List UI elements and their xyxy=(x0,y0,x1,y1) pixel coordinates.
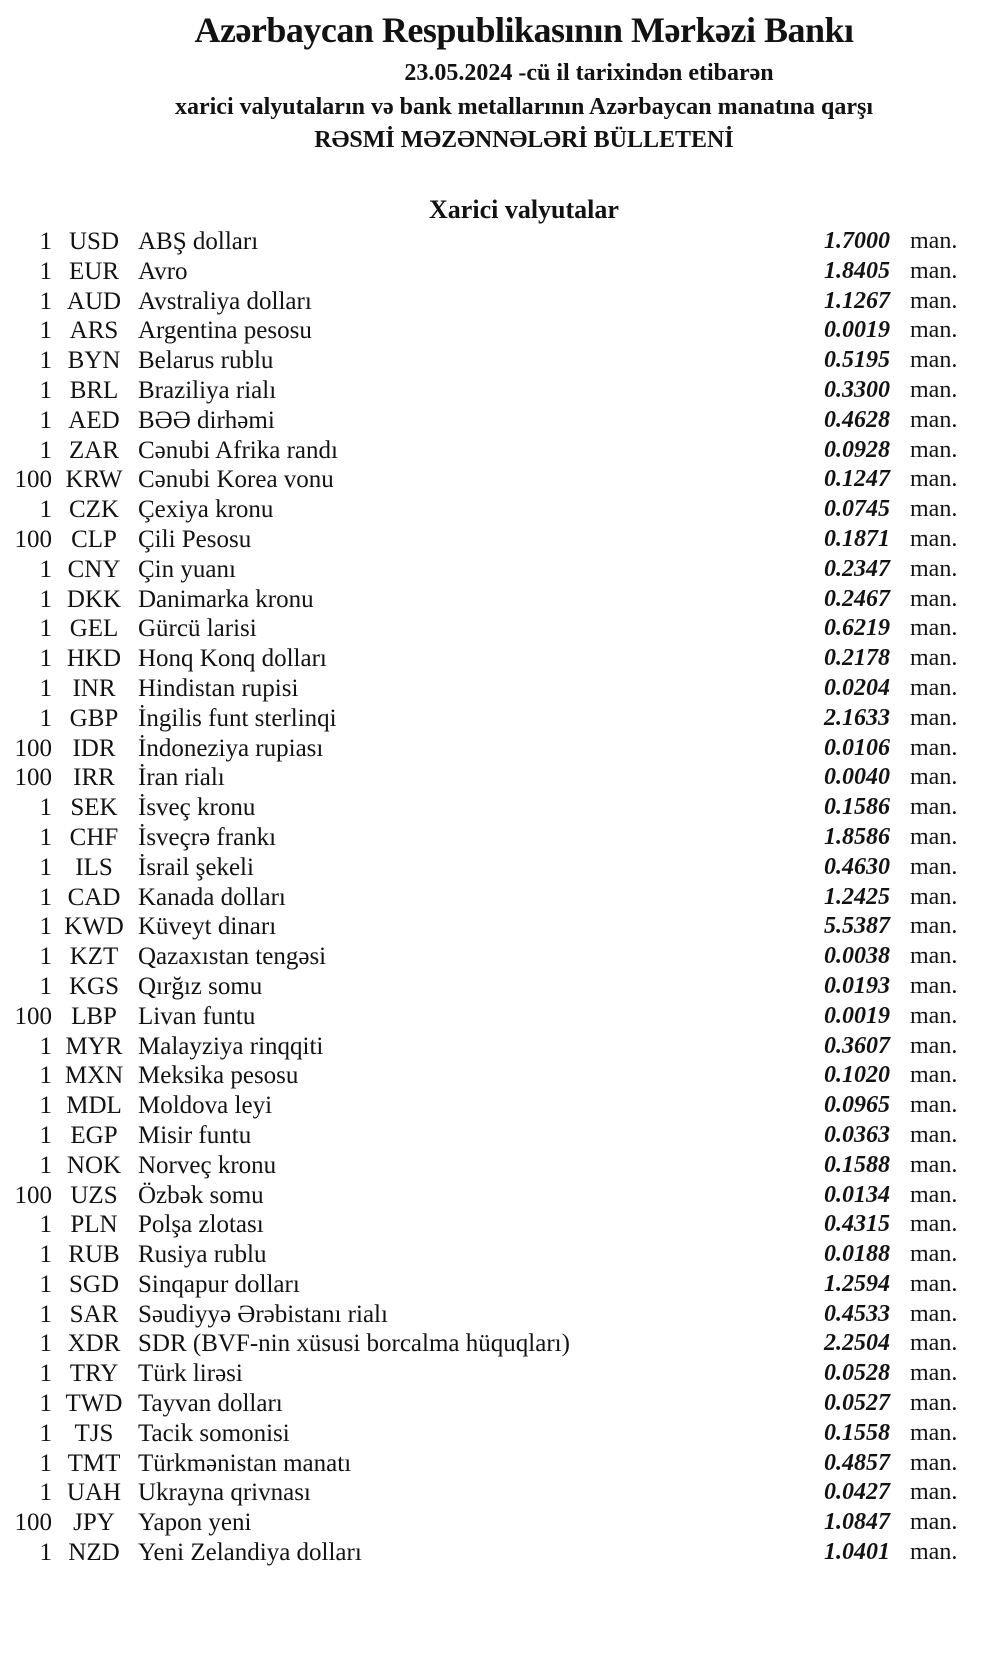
currency-row xyxy=(0,734,968,764)
currency-quantity: 1 xyxy=(39,1241,52,1269)
currency-unit-label: man. xyxy=(910,1092,958,1119)
currency-rate: 0.1588 xyxy=(824,1151,890,1178)
currency-code: JPY xyxy=(73,1509,115,1537)
currency-code: AUD xyxy=(66,287,122,315)
currency-row xyxy=(0,227,968,257)
currency-quantity: 1 xyxy=(39,645,52,673)
currency-name: Braziliya rialı xyxy=(138,376,277,404)
currency-quantity: 1 xyxy=(39,406,52,434)
currency-quantity: 1 xyxy=(39,794,52,822)
currency-code: IRR xyxy=(73,764,115,792)
currency-quantity: 1 xyxy=(39,496,52,524)
currency-code: MYR xyxy=(65,1032,123,1060)
currency-name: Çili Pesosu xyxy=(138,525,252,553)
currency-quantity: 1 xyxy=(39,1032,52,1060)
currency-unit-label: man. xyxy=(910,1419,958,1446)
currency-name: İsveç kronu xyxy=(138,794,256,822)
currency-unit-label: man. xyxy=(910,823,958,850)
currency-rate: 0.6219 xyxy=(824,615,890,642)
currency-row xyxy=(0,316,968,346)
currency-quantity: 100 xyxy=(14,734,52,762)
currency-quantity: 1 xyxy=(39,317,52,345)
currency-rate: 0.0188 xyxy=(824,1241,890,1268)
currency-unit-label: man. xyxy=(910,943,958,970)
currency-name: Kanada dolları xyxy=(138,883,286,911)
currency-rate: 0.0038 xyxy=(824,943,890,970)
currency-code: BYN xyxy=(67,347,121,375)
currency-rate: 1.0847 xyxy=(824,1509,890,1536)
currency-row xyxy=(0,257,968,287)
currency-rate: 0.3300 xyxy=(824,376,890,403)
currency-name: Tayvan dolları xyxy=(138,1390,283,1418)
currency-rate: 1.7000 xyxy=(824,228,890,254)
currency-row xyxy=(0,1538,968,1568)
currency-code: TRY xyxy=(69,1360,119,1388)
currency-unit-label: man. xyxy=(910,913,958,940)
currency-code: KGS xyxy=(68,972,119,1000)
currency-quantity: 1 xyxy=(39,376,52,404)
currency-quantity: 1 xyxy=(39,1449,52,1477)
currency-quantity: 1 xyxy=(39,1211,52,1239)
currency-row xyxy=(0,1478,968,1508)
currency-quantity: 1 xyxy=(39,853,52,881)
currency-unit-label: man. xyxy=(910,734,958,761)
currency-quantity: 100 xyxy=(14,1509,52,1537)
currency-unit-label: man. xyxy=(910,1062,958,1089)
currency-code: KWD xyxy=(64,913,124,941)
currency-row xyxy=(0,674,968,704)
currency-row xyxy=(0,346,968,376)
currency-row xyxy=(0,1300,968,1330)
currency-rate: 0.2178 xyxy=(824,645,890,672)
currency-quantity: 1 xyxy=(39,585,52,613)
currency-rate: 0.0040 xyxy=(824,764,890,791)
currency-rate: 1.0401 xyxy=(824,1539,890,1566)
currency-unit-label: man. xyxy=(910,1360,958,1387)
currency-row xyxy=(0,972,968,1002)
currency-rate: 5.5387 xyxy=(824,913,890,940)
currency-code: EUR xyxy=(69,257,119,285)
currency-row xyxy=(0,912,968,942)
currency-rate: 0.0363 xyxy=(824,1121,890,1148)
currency-quantity: 1 xyxy=(39,704,52,732)
currency-quantity: 1 xyxy=(39,228,52,255)
currency-code: IDR xyxy=(72,734,116,762)
currency-code: SEK xyxy=(70,794,118,822)
bulletin-header xyxy=(0,0,1000,154)
currency-name: İsveçrə frankı xyxy=(138,823,277,851)
currency-unit-label: man. xyxy=(910,1002,958,1029)
currency-quantity: 100 xyxy=(14,1181,52,1209)
currency-quantity: 100 xyxy=(14,1002,52,1030)
currency-rate: 1.2425 xyxy=(824,883,890,910)
currency-name: Moldova leyi xyxy=(138,1092,273,1120)
currency-row xyxy=(0,883,968,913)
currency-code: BRL xyxy=(69,376,119,404)
currency-unit-label: man. xyxy=(910,1539,958,1566)
currency-row xyxy=(0,1240,968,1270)
bank-title: Azərbaycan Respublikasının Mərkəzi Bankı xyxy=(194,10,854,50)
currency-name: Meksika pesosu xyxy=(138,1062,299,1090)
currency-name: BƏƏ dirhəmi xyxy=(138,406,275,434)
currency-unit-label: man. xyxy=(910,466,958,493)
currency-unit-label: man. xyxy=(910,764,958,791)
currency-rate: 1.2594 xyxy=(824,1270,890,1297)
currency-row xyxy=(0,1032,968,1062)
currency-row xyxy=(0,1151,968,1181)
currency-rate: 0.0928 xyxy=(824,436,890,463)
currency-unit-label: man. xyxy=(910,1181,958,1208)
currency-quantity: 100 xyxy=(14,764,52,792)
currency-code: KZT xyxy=(69,943,119,971)
currency-row xyxy=(0,853,968,883)
currency-unit-label: man. xyxy=(910,1449,958,1476)
currency-code: MDL xyxy=(66,1092,122,1120)
currency-rate: 0.0134 xyxy=(824,1181,890,1208)
currency-name: Çexiya kronu xyxy=(138,496,274,524)
currency-row xyxy=(0,465,968,495)
currency-quantity: 1 xyxy=(39,1479,52,1507)
currency-code: ILS xyxy=(75,853,113,881)
currency-unit-label: man. xyxy=(910,257,958,284)
currency-code: NOK xyxy=(66,1151,122,1179)
currency-code: SAR xyxy=(69,1300,119,1328)
currency-unit-label: man. xyxy=(910,1479,958,1506)
currency-row xyxy=(0,1449,968,1479)
currency-rate: 0.4857 xyxy=(824,1449,890,1476)
currency-row xyxy=(0,614,968,644)
currency-unit-label: man. xyxy=(910,376,958,403)
currency-row xyxy=(0,1419,968,1449)
currency-row xyxy=(0,1359,968,1389)
currency-rate: 0.1586 xyxy=(824,794,890,821)
currency-name: Polşa zlotası xyxy=(138,1211,264,1239)
currency-quantity: 1 xyxy=(39,1390,52,1418)
currency-code: CNY xyxy=(67,555,121,583)
currency-name: Hindistan rupisi xyxy=(138,674,299,702)
currency-code: DKK xyxy=(66,585,122,613)
currency-code: TJS xyxy=(74,1419,114,1447)
currency-quantity: 1 xyxy=(39,1330,52,1358)
currency-rate: 1.8586 xyxy=(824,823,890,850)
currency-unit-label: man. xyxy=(910,1300,958,1327)
currency-row xyxy=(0,585,968,615)
currency-unit-label: man. xyxy=(910,704,958,731)
currency-code: ZAR xyxy=(69,436,119,464)
currency-code: PLN xyxy=(70,1211,118,1239)
currency-rate: 2.2504 xyxy=(824,1330,890,1357)
currency-unit-label: man. xyxy=(910,1390,958,1417)
currency-code: CZK xyxy=(69,496,119,524)
currency-code: CAD xyxy=(67,883,121,911)
currency-name: Yeni Zelandiya dolları xyxy=(138,1539,362,1567)
effective-date-line: 23.05.2024 -cü il tarixindən etibarən xyxy=(404,60,774,86)
currency-row xyxy=(0,495,968,525)
currency-rate: 0.4315 xyxy=(824,1211,890,1238)
currency-unit-label: man. xyxy=(910,1032,958,1059)
currency-row xyxy=(0,406,968,436)
currency-rate: 1.1267 xyxy=(824,287,890,314)
currency-code: TMT xyxy=(67,1449,121,1477)
currency-row xyxy=(0,1389,968,1419)
currency-name: Türk lirəsi xyxy=(138,1360,243,1388)
currency-name: Ukrayna qrivnası xyxy=(138,1479,311,1507)
currency-row xyxy=(0,1329,968,1359)
currency-unit-label: man. xyxy=(910,1121,958,1148)
currency-quantity: 1 xyxy=(39,347,52,375)
currency-code: EGP xyxy=(70,1121,118,1149)
currency-quantity: 1 xyxy=(39,555,52,583)
currency-rate: 0.4533 xyxy=(824,1300,890,1327)
currency-quantity: 1 xyxy=(39,1539,52,1567)
currency-name: Avro xyxy=(138,257,188,285)
currency-rate: 0.0019 xyxy=(824,1002,890,1029)
currency-row xyxy=(0,704,968,734)
currency-code: INR xyxy=(72,674,116,702)
currency-quantity: 1 xyxy=(39,436,52,464)
currency-rate: 0.0965 xyxy=(824,1092,890,1119)
currency-quantity: 1 xyxy=(39,615,52,643)
currency-row xyxy=(0,287,968,317)
currency-unit-label: man. xyxy=(910,317,958,344)
currency-unit-label: man. xyxy=(910,972,958,999)
currency-code: KRW xyxy=(65,466,123,494)
currency-quantity: 100 xyxy=(14,466,52,494)
currency-quantity: 1 xyxy=(39,823,52,851)
currency-name: Özbək somu xyxy=(138,1181,264,1209)
currency-name: ABŞ dolları xyxy=(138,228,259,255)
currency-quantity: 1 xyxy=(39,257,52,285)
currency-row xyxy=(0,644,968,674)
currency-name: Qırğız somu xyxy=(138,972,263,1000)
currency-row xyxy=(0,823,968,853)
currency-quantity: 1 xyxy=(39,1270,52,1298)
currency-row xyxy=(0,1181,968,1211)
currency-name: Malayziya rinqqiti xyxy=(138,1032,324,1060)
currency-name: Misir funtu xyxy=(138,1121,252,1149)
currency-row xyxy=(0,1121,968,1151)
currency-code: CLP xyxy=(71,525,117,553)
currency-name: Tacik somonisi xyxy=(138,1419,290,1447)
currency-rates-table xyxy=(0,227,968,1568)
currency-unit-label: man. xyxy=(910,794,958,821)
currency-rate: 0.1247 xyxy=(824,466,890,493)
currency-rate: 0.2467 xyxy=(824,585,890,612)
currency-name: İngilis funt sterlinqi xyxy=(138,704,337,732)
currency-unit-label: man. xyxy=(910,436,958,463)
currency-name: Küveyt dinarı xyxy=(138,913,277,941)
currency-name: Avstraliya dolları xyxy=(138,287,312,315)
currency-row xyxy=(0,555,968,585)
currency-quantity: 1 xyxy=(39,1360,52,1388)
currency-row xyxy=(0,1508,968,1538)
currency-name: SDR (BVF-nin xüsusi borcalma hüquqları) xyxy=(138,1330,570,1358)
currency-code: GEL xyxy=(69,615,119,643)
currency-name: Gürcü larisi xyxy=(138,615,257,643)
currency-quantity: 1 xyxy=(39,1092,52,1120)
currency-name: Livan funtu xyxy=(138,1002,256,1030)
currency-row xyxy=(0,1210,968,1240)
currency-unit-label: man. xyxy=(910,406,958,433)
currency-rate: 0.0193 xyxy=(824,972,890,999)
currency-code: SGD xyxy=(68,1270,119,1298)
currency-rate: 0.0745 xyxy=(824,496,890,523)
currency-row xyxy=(0,1002,968,1032)
currency-unit-label: man. xyxy=(910,615,958,642)
currency-name: Norveç kronu xyxy=(138,1151,277,1179)
currency-name: Türkmənistan manatı xyxy=(138,1449,352,1477)
currency-rate: 2.1633 xyxy=(824,704,890,731)
currency-unit-label: man. xyxy=(910,1211,958,1238)
currency-quantity: 1 xyxy=(39,1121,52,1149)
currency-code: AED xyxy=(68,406,120,434)
currency-name: Rusiya rublu xyxy=(138,1241,267,1269)
currency-rate: 0.4628 xyxy=(824,406,890,433)
currency-quantity: 100 xyxy=(14,525,52,553)
currency-row xyxy=(0,1061,968,1091)
currency-name: Argentina pesosu xyxy=(138,317,312,345)
currency-rate: 0.1558 xyxy=(824,1419,890,1446)
currency-name: Honq Konq dolları xyxy=(138,645,327,673)
currency-name: Cənubi Afrika randı xyxy=(138,436,338,464)
currency-row xyxy=(0,1270,968,1300)
currency-rate: 0.0528 xyxy=(824,1360,890,1387)
currency-code: RUB xyxy=(68,1241,120,1269)
currency-unit-label: man. xyxy=(910,1330,958,1357)
currency-unit-label: man. xyxy=(910,1270,958,1297)
currency-name: İndoneziya rupiası xyxy=(138,734,324,762)
currency-rate: 0.0527 xyxy=(824,1390,890,1417)
currency-quantity: 1 xyxy=(39,1151,52,1179)
currency-code: USD xyxy=(68,228,119,255)
currency-rate: 0.2347 xyxy=(824,555,890,582)
currency-quantity: 1 xyxy=(39,1419,52,1447)
currency-unit-label: man. xyxy=(910,1151,958,1178)
subtitle-line: xarici valyutaların və bank metallarının Azərbaycan manatına qarşı xyxy=(174,94,873,120)
currency-unit-label: man. xyxy=(910,228,958,254)
currency-row xyxy=(0,525,968,555)
currency-unit-label: man. xyxy=(910,496,958,523)
currency-code: HKD xyxy=(66,645,122,673)
bulletin-title-line: RƏSMİ MƏZƏNNƏLƏRİ BÜLLETENİ xyxy=(314,127,734,153)
currency-quantity: 1 xyxy=(39,972,52,1000)
currency-rate: 0.0204 xyxy=(824,674,890,701)
currency-row xyxy=(0,942,968,972)
currency-row xyxy=(0,436,968,466)
currency-code: TWD xyxy=(65,1390,123,1418)
currency-unit-label: man. xyxy=(910,645,958,672)
currency-code: LBP xyxy=(71,1002,117,1030)
currency-name: Səudiyyə Ərəbistanı rialı xyxy=(138,1300,388,1328)
currency-code: GBP xyxy=(69,704,119,732)
currency-quantity: 1 xyxy=(39,913,52,941)
currency-quantity: 1 xyxy=(39,943,52,971)
currency-quantity: 1 xyxy=(39,287,52,315)
currency-row xyxy=(0,1091,968,1121)
currency-name: İsrail şekeli xyxy=(138,853,254,881)
currency-unit-label: man. xyxy=(910,674,958,701)
currency-name: Qazaxıstan tengəsi xyxy=(138,943,327,971)
currency-unit-label: man. xyxy=(910,853,958,880)
section-title-foreign-currencies: Xarici valyutalar xyxy=(429,195,619,224)
currency-quantity: 1 xyxy=(39,883,52,911)
currency-row xyxy=(0,793,968,823)
currency-unit-label: man. xyxy=(910,1509,958,1536)
currency-unit-label: man. xyxy=(910,585,958,612)
currency-code: UZS xyxy=(70,1181,118,1209)
currency-code: MXN xyxy=(64,1062,124,1090)
currency-row xyxy=(0,376,968,406)
currency-unit-label: man. xyxy=(910,287,958,314)
currency-name: İran rialı xyxy=(138,764,225,792)
currency-unit-label: man. xyxy=(910,555,958,582)
currency-rate: 1.8405 xyxy=(824,257,890,284)
currency-unit-label: man. xyxy=(910,1241,958,1268)
currency-unit-label: man. xyxy=(910,525,958,552)
currency-quantity: 1 xyxy=(39,1300,52,1328)
currency-code: ARS xyxy=(69,317,119,345)
currency-rate: 0.0427 xyxy=(824,1479,890,1506)
currency-unit-label: man. xyxy=(910,883,958,910)
currency-code: NZD xyxy=(68,1539,120,1567)
currency-rate: 0.4630 xyxy=(824,853,890,880)
currency-name: Danimarka kronu xyxy=(138,585,314,613)
currency-rate: 0.1871 xyxy=(824,525,890,552)
currency-code: CHF xyxy=(69,823,119,851)
currency-rate: 0.1020 xyxy=(824,1062,890,1089)
currency-rate: 0.0106 xyxy=(824,734,890,761)
currency-quantity: 1 xyxy=(39,1062,52,1090)
currency-name: Çin yuanı xyxy=(138,555,236,583)
currency-unit-label: man. xyxy=(910,347,958,374)
currency-name: Sinqapur dolları xyxy=(138,1270,300,1298)
currency-rate: 0.5195 xyxy=(824,347,890,374)
currency-name: Belarus rublu xyxy=(138,347,274,375)
currency-quantity: 1 xyxy=(39,674,52,702)
currency-rate: 0.3607 xyxy=(824,1032,890,1059)
currency-code: UAH xyxy=(66,1479,122,1507)
currency-rate: 0.0019 xyxy=(824,317,890,344)
currency-name: Cənubi Korea vonu xyxy=(138,466,334,494)
currency-row xyxy=(0,763,968,793)
currency-code: XDR xyxy=(67,1330,121,1358)
currency-name: Yapon yeni xyxy=(138,1509,252,1537)
